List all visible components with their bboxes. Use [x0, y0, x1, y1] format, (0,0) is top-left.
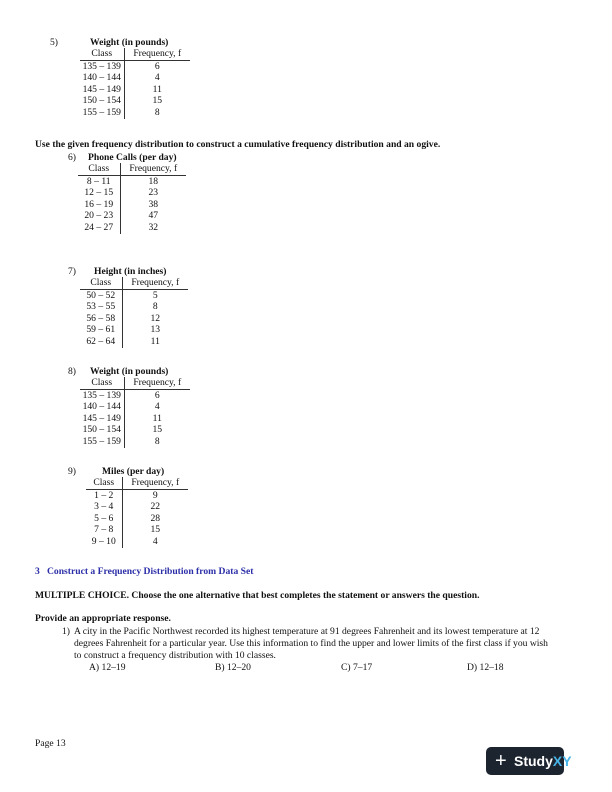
table-5 [80, 48, 190, 119]
table-row: 135 – 139 6 [80, 389, 190, 401]
question-number: 1) [62, 626, 70, 637]
plus-icon: + [495, 750, 507, 772]
table-row: 62 – 64 11 [80, 336, 188, 348]
option-c[interactable]: C) 7–17 [341, 662, 373, 673]
table-row: 7 – 8 15 [86, 524, 188, 536]
option-a[interactable]: A) 12–19 [89, 662, 126, 673]
table-row: 24 – 27 32 [78, 222, 186, 234]
col-frequency-header: Frequency, f [122, 277, 188, 289]
table-row: 145 – 149 11 [80, 84, 190, 96]
option-d[interactable]: D) 12–18 [467, 662, 504, 673]
col-class-header: Class [80, 48, 124, 60]
col-frequency-header: Frequency, f [124, 377, 190, 389]
col-frequency-header: Frequency, f [120, 163, 186, 175]
table-5-number: 5) [50, 37, 58, 48]
table-8-title: Weight (in pounds) [90, 366, 169, 377]
table-row: 53 – 55 8 [80, 301, 188, 313]
col-class-header: Class [80, 377, 124, 389]
page-number: Page 13 [35, 738, 66, 749]
table-row: 150 – 154 15 [80, 424, 190, 436]
table-row: 56 – 58 12 [80, 313, 188, 325]
table-row: 50 – 52 5 [80, 289, 188, 301]
multiple-choice-heading: MULTIPLE CHOICE. Choose the one alternative that best completes the statement or answers the question. [35, 590, 480, 601]
table-row: 1 – 2 9 [86, 489, 188, 501]
section-heading: 3 Construct a Frequency Distribution from Data Set [35, 566, 254, 577]
table-5-title: Weight (in pounds) [90, 37, 169, 48]
table-row: 5 – 6 28 [86, 513, 188, 525]
provide-heading: Provide an appropriate response. [35, 613, 171, 624]
table-row: 145 – 149 11 [80, 413, 190, 425]
table-7 [80, 277, 188, 348]
table-8 [80, 377, 190, 448]
table-8-number: 8) [68, 366, 76, 377]
col-frequency-header: Frequency, f [122, 477, 188, 489]
question-text: A city in the Pacific Northwest recorded its highest temperature at 91 degrees Fahrenheit and its lowest temperature at 12 degrees Fahrenheit for a particular year. Use this information to find the upper and lower limits of the first class if you wish to construct a frequency distribution with 10 classes. [74, 626, 548, 661]
col-class-header: Class [86, 477, 122, 489]
table-row: 16 – 19 38 [78, 199, 186, 211]
table-9 [86, 477, 188, 548]
table-row: 140 – 144 4 [80, 401, 190, 413]
table-row: 150 – 154 15 [80, 95, 190, 107]
table-row: 20 – 23 47 [78, 210, 186, 222]
table-row: 3 – 4 22 [86, 501, 188, 513]
table-9-number: 9) [68, 466, 76, 477]
table-7-number: 7) [68, 266, 76, 277]
option-b[interactable]: B) 12–20 [215, 662, 251, 673]
instruction-text: Use the given frequency distribution to construct a cumulative frequency distribution and an ogive. [35, 139, 441, 150]
col-class-header: Class [80, 277, 122, 289]
table-6 [78, 163, 186, 234]
table-9-title: Miles (per day) [102, 466, 165, 477]
table-row: 155 – 159 8 [80, 436, 190, 448]
table-6-number: 6) [68, 152, 76, 163]
col-class-header: Class [78, 163, 120, 175]
table-row: 9 – 10 4 [86, 536, 188, 548]
table-6-title: Phone Calls (per day) [88, 152, 177, 163]
table-7-title: Height (in inches) [94, 266, 167, 277]
table-row: 140 – 144 4 [80, 72, 190, 84]
studyxy-logo[interactable] [486, 747, 572, 775]
table-row: 8 – 11 18 [78, 175, 186, 187]
table-row: 155 – 159 8 [80, 107, 190, 119]
table-row: 12 – 15 23 [78, 187, 186, 199]
col-frequency-header: Frequency, f [124, 48, 190, 60]
table-row: 135 – 139 6 [80, 60, 190, 72]
table-row: 59 – 61 13 [80, 324, 188, 336]
brand-name: StudyXY [514, 753, 572, 769]
